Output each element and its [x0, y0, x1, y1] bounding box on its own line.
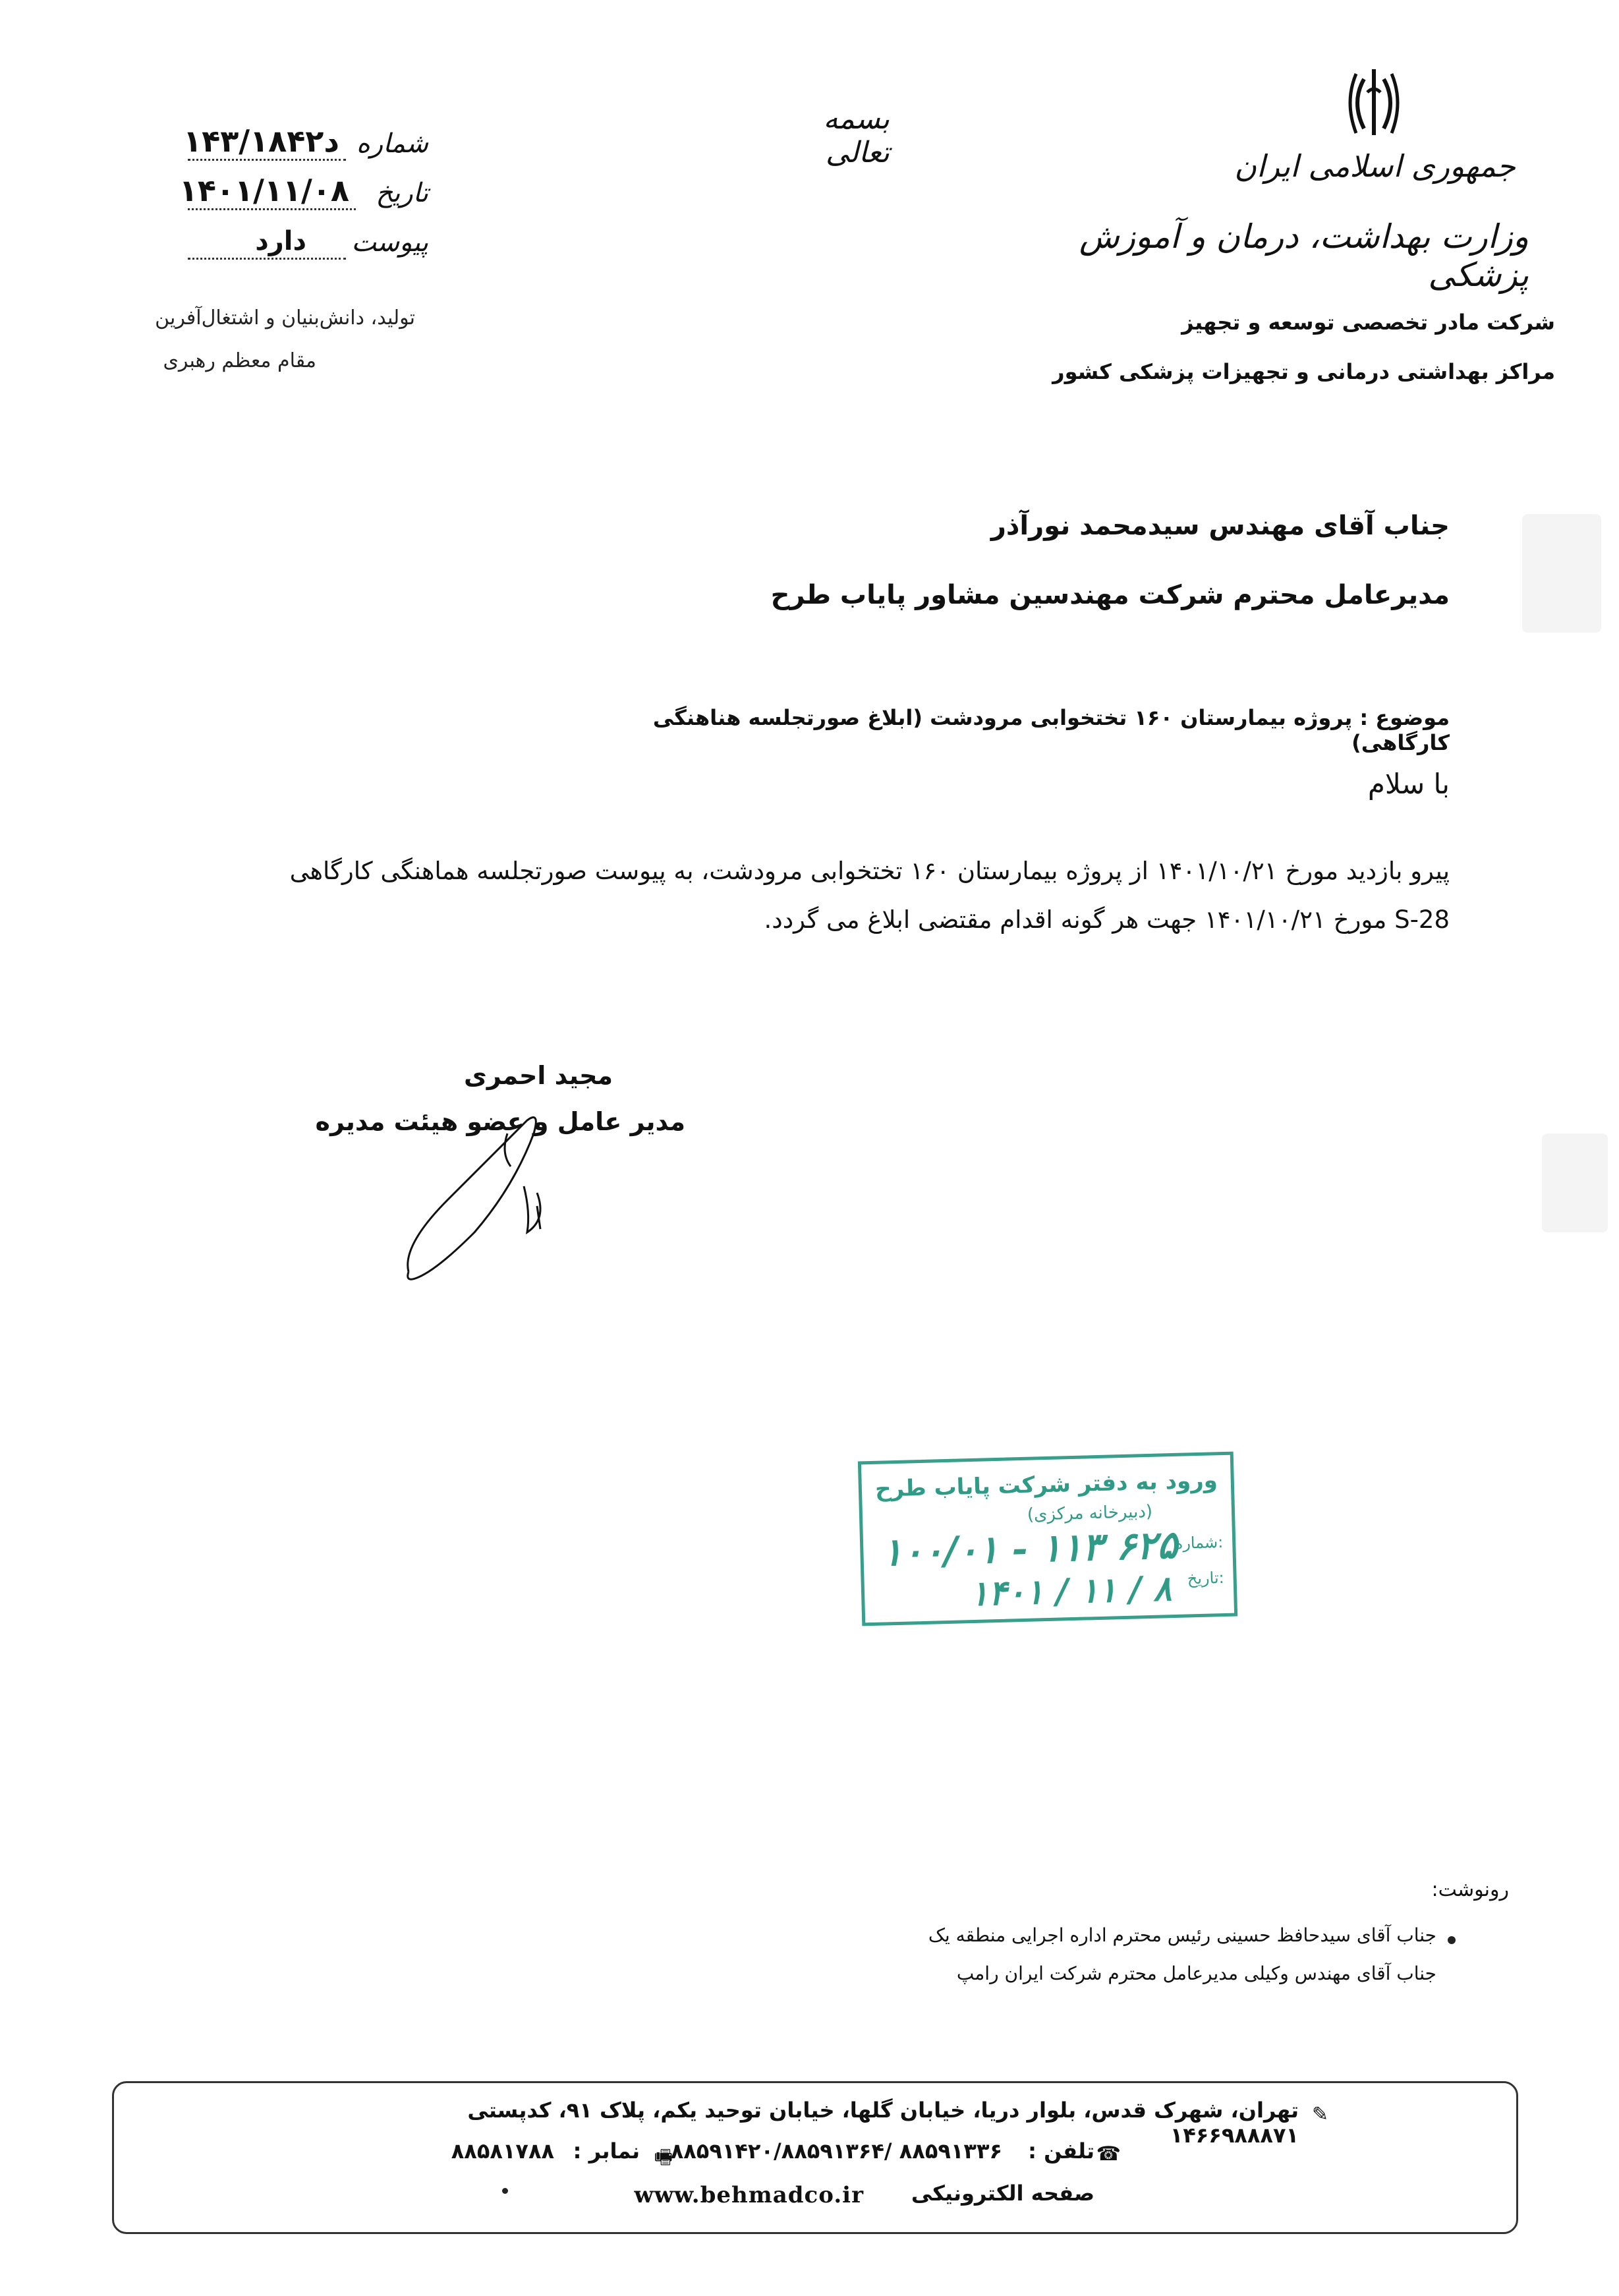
- letter-date-row: [178, 173, 428, 217]
- stamp-date-value: ۱۴۰۱ / ۱۱ / ۸: [969, 1568, 1172, 1615]
- subject-line: موضوع : پروژه بیمارستان ۱۶۰ تختخوابی مرودشت (ابلاغ صورتجلسه هناهنگی کارگاهی): [652, 705, 1450, 755]
- phone-icon: ☎: [1096, 2142, 1121, 2166]
- ministry-line2: وزارت بهداشت، درمان و آموزش پزشکی: [1079, 217, 1529, 294]
- stamp-line1: ورود به دفتر شرکت پایاب طرح: [874, 1467, 1218, 1503]
- cc-item: جناب آقای سیدحافظ حسینی رئیس محترم اداره اجرایی منطقه یک: [928, 1924, 1436, 1946]
- signatory-title: مدیر عامل و عضو هیئت مدیره: [315, 1107, 685, 1136]
- letter-number-row: [178, 123, 428, 168]
- date-label: تاریخ: [376, 178, 428, 208]
- cc-item: جناب آقای مهندس وکیلی مدیرعامل محترم شرکت ایران رامپ: [956, 1963, 1436, 1984]
- stamp-date-label: تاریخ:: [1187, 1568, 1225, 1588]
- ministry-line1: جمهوری اسلامی ایران: [1234, 148, 1516, 184]
- phone-label: تلفن :: [1028, 2138, 1094, 2164]
- fax-label: نمابر :: [573, 2138, 640, 2164]
- attachment-row: [178, 227, 428, 267]
- ink-dot: [502, 2188, 508, 2194]
- body-line1: پیرو بازدید مورخ ۱۴۰۱/۱۰/۲۱ از پروژه بیمارستان ۱۶۰ تختخوابی مرودشت، به پیوست صورتجلسه هماهنگی کارگاهی: [289, 857, 1450, 885]
- web-label: صفحه الکترونیکی: [911, 2181, 1094, 2206]
- company-line1: شرکت مادر تخصصی توسعه و تجهیز: [1181, 310, 1555, 335]
- body-line2: S-28 مورخ ۱۴۰۱/۱۰/۲۱ جهت هر گونه اقدام مقتضی ابلاغ می گردد.: [764, 905, 1450, 934]
- date-value: ۱۴۰۱/۱۱/۰۸: [179, 173, 349, 208]
- attachment-label: پیوست: [351, 227, 428, 258]
- number-label: شماره: [356, 129, 428, 159]
- body-paragraph: [185, 847, 1450, 944]
- addressee-name: جناب آقای مهندس سیدمحمد نورآذر: [990, 511, 1450, 541]
- number-value: ۱۴۳/۱۸۴۲د: [183, 123, 339, 159]
- company-line2: مراکز بهداشتی درمانی و تجهیزات پزشکی کشور: [1052, 359, 1555, 384]
- bismillah: بسمه تعالی: [823, 102, 890, 169]
- fax-icon: 🖷: [654, 2146, 673, 2169]
- pen-icon: ✎: [1311, 2103, 1328, 2126]
- cc-bullet: [1448, 1936, 1456, 1944]
- phone-value: ۸۸۵۹۱۴۲۰/۸۸۵۹۱۳۶۴/ ۸۸۵۹۱۳۳۶: [670, 2138, 1002, 2164]
- scan-shadow: [1542, 1134, 1608, 1232]
- signatory-name: مجید احمری: [464, 1061, 613, 1090]
- scan-shadow: [1522, 514, 1601, 633]
- greeting: با سلام: [1367, 768, 1450, 800]
- iran-emblem-icon: [1344, 66, 1404, 138]
- slogan-line1: تولید، دانش‌بنیان و اشتغال‌آفرین: [155, 306, 415, 330]
- received-stamp: [858, 1452, 1237, 1626]
- stamp-line2: (دبیرخانه مرکزی): [1027, 1501, 1153, 1525]
- footer-address: تهران، شهرک قدس، بلوار دریا، خیابان گلها، خیابان توحید یکم، پلاک ۹۱، کدپستی ۱۴۶۶۹۸۸۸۷۱: [467, 2098, 1299, 2148]
- website-link[interactable]: www.behmadco.ir: [634, 2182, 864, 2208]
- stamp-number-value: ۱۰۰/۰۱ - ۱۱۳ ۶۲۵: [881, 1522, 1178, 1575]
- attachment-value: دارد: [255, 226, 306, 256]
- fax-value: ۸۸۵۸۱۷۸۸: [451, 2138, 554, 2164]
- stamp-number-label: شماره:: [1174, 1533, 1224, 1553]
- slogan-line2: مقام معظم رهبری: [163, 349, 316, 372]
- handwritten-signature: [395, 1094, 633, 1292]
- addressee-title: مدیرعامل محترم شرکت مهندسین مشاور پایاب طرح: [770, 580, 1450, 610]
- footer-box: [112, 2081, 1518, 2234]
- cc-title: رونوشت:: [1431, 1878, 1509, 1901]
